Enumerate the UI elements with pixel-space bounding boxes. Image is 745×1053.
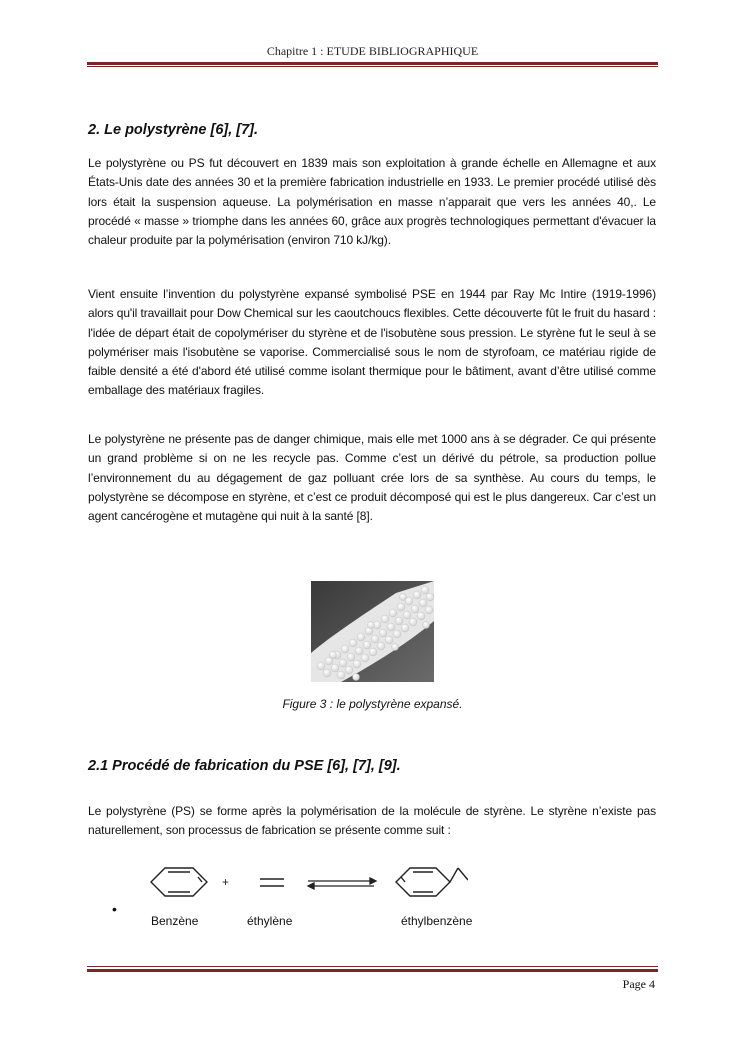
- list-bullet: •: [112, 901, 117, 917]
- label-benzene: Benzène: [151, 914, 199, 928]
- ethylene-double-bond: [260, 879, 284, 886]
- paragraph-environment: Le polystyrène ne présente pas de danger chimique, mais elle met 1000 ans à se dégrader. Ce qui présente un grand problème si on ne les recycle pas. Comme c’est un dérivé du pétrole, sa production pollue l’environnement du au dégagement de gaz polluant crée lors de sa synthèse. Au cours du temps, le polystyrène se décompose en styrène, et c’est ce produit décomposé qui est le plus dangereux. Car c’est un agent cancérogène et mutagène qui nuit à la santé [8].: [88, 432, 656, 524]
- figure-caption: Figure 3 : le polystyrène expansé.: [282, 697, 463, 711]
- ethylbenzene-structure: [396, 868, 468, 896]
- page-header-title: Chapitre 1 : ETUDE BIBLIOGRAPHIQUE: [266, 44, 479, 58]
- footer-rule: [87, 969, 658, 972]
- header-rule: [87, 62, 658, 65]
- page-number: Page 4: [622, 977, 655, 991]
- benzene-structure: [151, 868, 207, 896]
- header-rule-thin: [87, 66, 658, 67]
- equilibrium-arrows: [308, 878, 376, 889]
- paragraph-history: Le polystyrène ou PS fut découvert en 1839 mais son exploitation à grande échelle en Allemagne et aux États-Unis date des années 30 et la première fabrication industrielle en 1933. Le premier procédé utilisé dès lors était la suspension aqueuse. La polymérisation en masse n’apparait que vers les années 40,. Le procédé « masse » triomphe dans les années 60, grâce aux progrès technologiques permettant d'évacuer la chaleur produite par la polymérisation (environ 710 kJ/kg).: [88, 156, 656, 248]
- section-heading-polystyrene: 2. Le polystyrène [6], [7].: [88, 122, 259, 138]
- label-ethylene: éthylène: [247, 914, 293, 928]
- plus-sign: +: [222, 875, 230, 889]
- label-ethylbenzene: éthylbenzène: [401, 914, 473, 928]
- paragraph-pse-invention: Vient ensuite l’invention du polystyrène expansé symbolisé PSE en 1944 par Ray Mc Intire (1919-1996) alors qu'il travaillait pour Dow Chemical sur les caoutchoucs flexibles. Cette découverte fût le fruit du hasard : l'idée de départ était de copolymériser du styrène et de l'isobutène sous pression. Le styrène fut le seul à se polymériser mais l'isobutène se vaporise. Commercialisé sous le nom de styrofoam, ce matériau rigide de faible densité a été d'abord été utilisé comme isolant thermique pour le bâtiment, avant d’être utilisé comme emballage des matériaux fragiles.: [88, 287, 656, 398]
- figure-polystyrene-photo: [311, 581, 434, 682]
- reaction-scheme: [108, 858, 468, 918]
- section-heading-pse-process: 2.1 Procédé de fabrication du PSE [6], [7], [9].: [88, 758, 401, 774]
- footer-rule-thin: [87, 966, 658, 967]
- paragraph-styrene-process: Le polystyrène (PS) se forme après la polymérisation de la molécule de styrène. Le styrène n’existe pas naturellement, son processus de fabrication se présente comme suit :: [88, 804, 656, 838]
